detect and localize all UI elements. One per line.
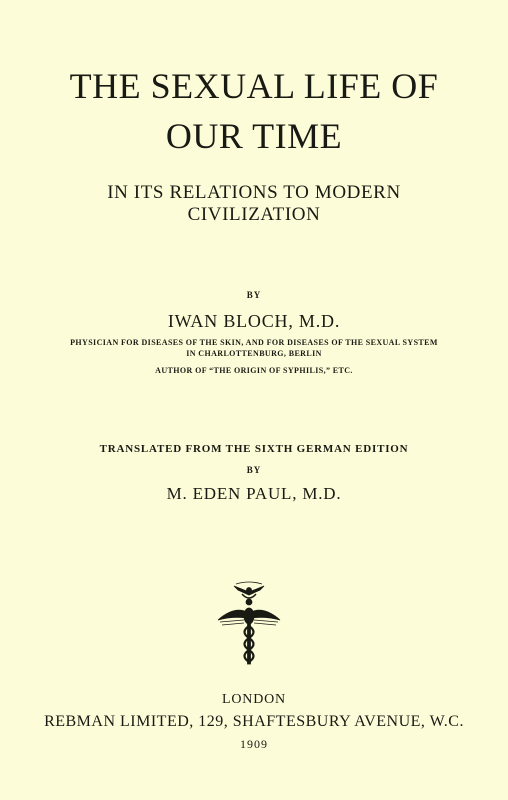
author-credentials-line-3: AUTHOR OF “THE ORIGIN OF SYPHILIS,” ETC. (155, 366, 353, 375)
translation-note: TRANSLATED FROM THE SIXTH GERMAN EDITION (99, 443, 409, 455)
book-subtitle-line-2: CIVILIZATION (187, 204, 321, 225)
book-title-line-2: OUR TIME (165, 116, 343, 156)
author-credentials-line-1: PHYSICIAN FOR DISEASES OF THE SKIN, AND FOR DISEASES OF THE SEXUAL SYSTEM (70, 338, 438, 347)
imprint-city: LONDON (222, 692, 286, 707)
author-by-label: BY (246, 290, 262, 300)
book-title-line-1: THE SEXUAL LIFE OF (69, 66, 439, 106)
imprint-year: 1909 (240, 737, 268, 751)
translator-by-label: BY (246, 465, 262, 475)
caduceus-emblem-icon (214, 580, 284, 666)
book-subtitle-line-1: IN ITS RELATIONS TO MODERN (107, 182, 401, 203)
translator-name: M. EDEN PAUL, M.D. (166, 484, 342, 503)
imprint-publisher: REBMAN LIMITED, 129, SHAFTESBURY AVENUE, W.C. (44, 713, 464, 730)
author-credentials-line-2: IN CHARLOTTENBURG, BERLIN (186, 349, 322, 358)
author-name: IWAN BLOCH, M.D. (167, 311, 341, 331)
